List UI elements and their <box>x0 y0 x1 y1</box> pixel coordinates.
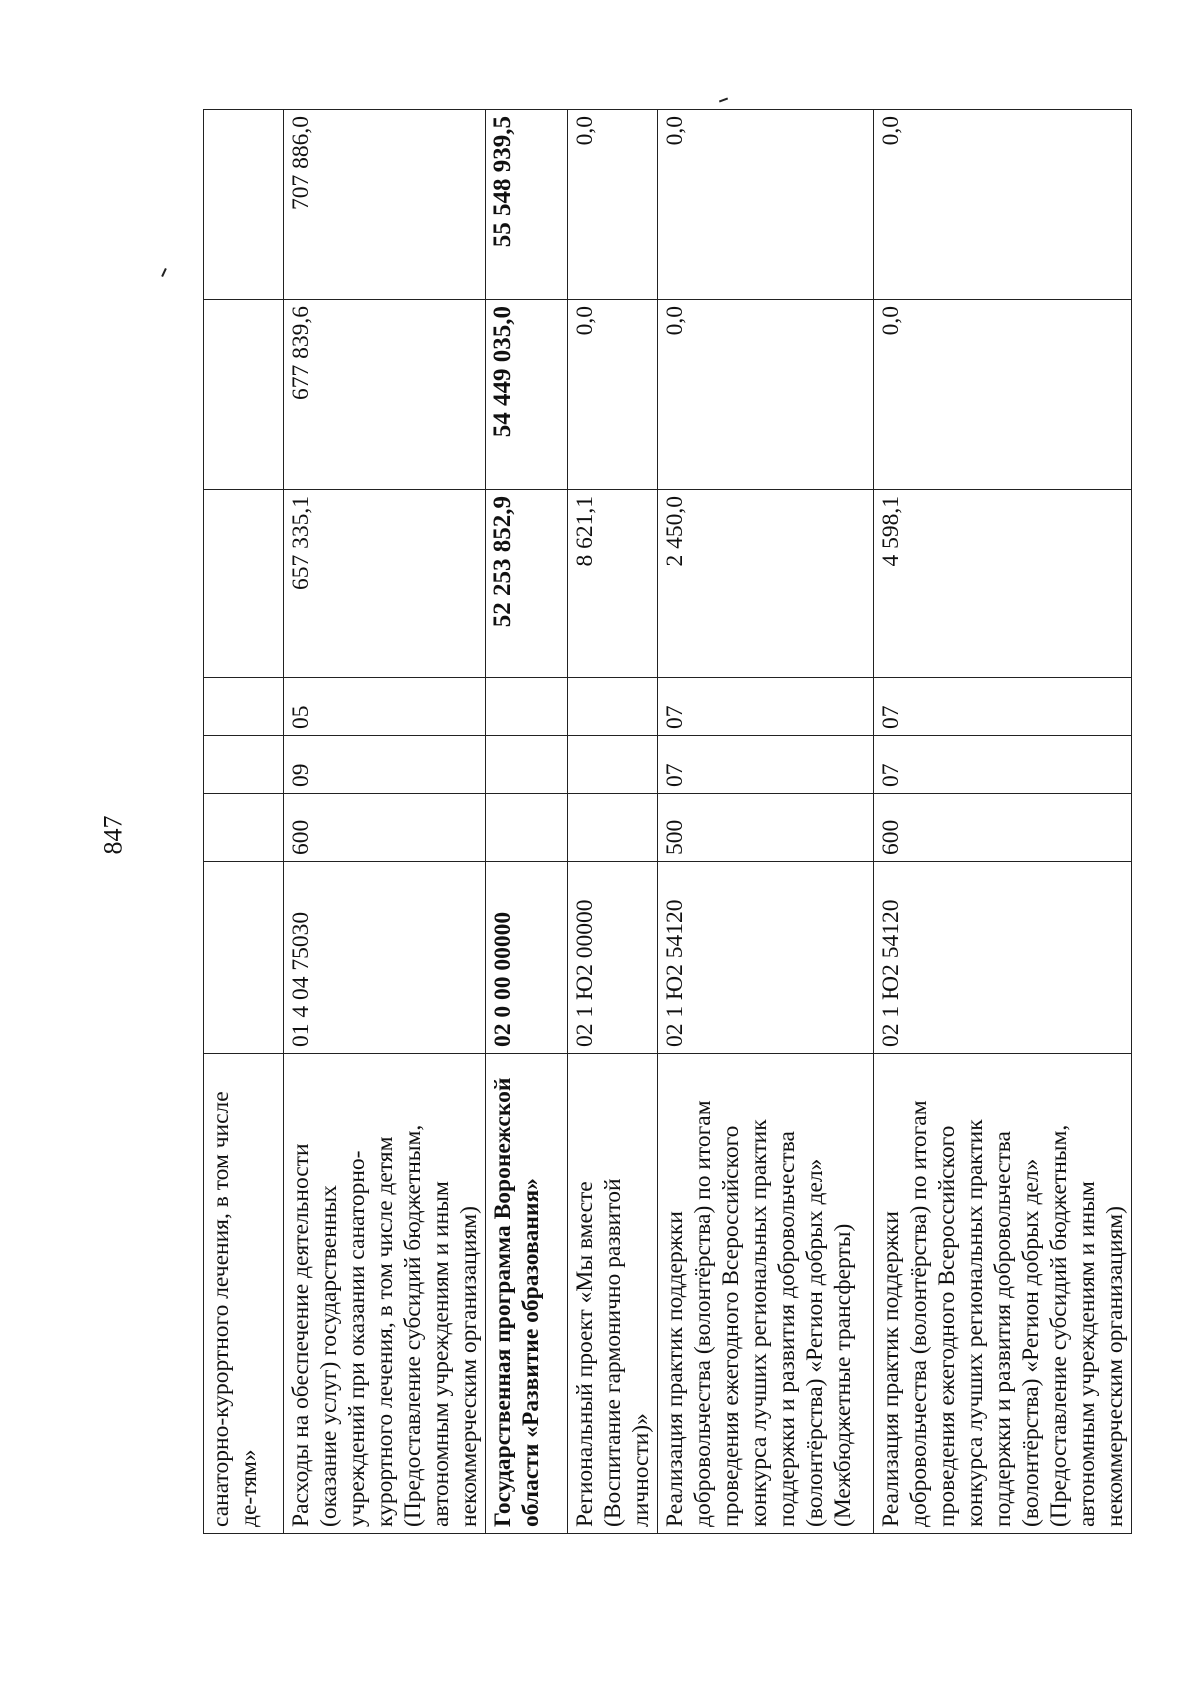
target-article-code-text: 02 1 Ю2 54120 <box>662 899 688 1047</box>
target-article-code <box>486 862 568 1054</box>
amount-year-1 <box>658 490 874 678</box>
expense-type-code <box>284 794 486 862</box>
target-article-code-text: 02 1 Ю2 00000 <box>572 899 598 1047</box>
amount-year-1 <box>204 490 284 678</box>
expense-type-code-text: 600 <box>878 819 904 855</box>
budget-table-frame <box>203 110 1128 1534</box>
amount-year-1 <box>284 490 486 678</box>
table-row <box>874 110 1132 1534</box>
amount-year-1 <box>874 490 1132 678</box>
subsection-code-text: 05 <box>288 705 314 729</box>
pen-mark <box>161 268 167 277</box>
target-article-code <box>658 862 874 1054</box>
section-code-text: 07 <box>662 763 688 787</box>
target-article-code <box>284 862 486 1054</box>
subsection-code <box>568 678 658 736</box>
expense-type-code-text: 600 <box>288 819 314 855</box>
row-name-cell-text: Государственная программа Воронежской области «Развитие образования» <box>490 1077 544 1527</box>
budget-table <box>203 109 1132 1534</box>
subsection-code-text: 07 <box>878 705 904 729</box>
row-name-cell <box>658 1054 874 1534</box>
amount-year-3-text: 0,0 <box>572 116 598 146</box>
target-article-code-text: 02 0 00 00000 <box>490 911 516 1047</box>
page-number: 847 <box>98 815 128 855</box>
amount-year-2-text: 0,0 <box>878 306 904 336</box>
target-article-code-text: 02 1 Ю2 54120 <box>878 899 904 1047</box>
target-article-code-text: 01 4 04 75030 <box>288 911 314 1047</box>
amount-year-2-text: 0,0 <box>662 306 688 336</box>
amount-year-2 <box>568 300 658 490</box>
amount-year-3 <box>284 110 486 300</box>
subsection-code <box>284 678 486 736</box>
amount-year-3 <box>204 110 284 300</box>
amount-year-1-text: 2 450,0 <box>662 496 688 567</box>
row-name-cell-text: Реализация практик поддержки добровольчества (волонтёрства) по итогам проведения ежегодного Всероссийского конкурса лучших региональных практик поддержки и развития добровольчества (волонтёрства) «Регион добрых дел» (Межбюджетные трансферты) <box>662 1100 856 1527</box>
amount-year-1 <box>486 490 568 678</box>
subsection-code <box>874 678 1132 736</box>
row-name-cell-text: санаторно-курортного лечения, в том числе де-тям» <box>208 1091 262 1527</box>
table-row <box>486 110 568 1534</box>
subsection-code <box>658 678 874 736</box>
row-name-cell-text: Расходы на обеспечение деятельности (оказание услуг) государственных учреждений при оказании санаторно-курортного лечения, в том числе детям (Предоставление субсидий бюджетным, автономным учреждениям и иным некоммерческим организациям) <box>288 1124 482 1527</box>
section-code <box>568 736 658 794</box>
subsection-code <box>486 678 568 736</box>
expense-type-code <box>486 794 568 862</box>
table-body <box>204 110 1132 1534</box>
expense-type-code-text: 500 <box>662 819 688 855</box>
expense-type-code <box>874 794 1132 862</box>
row-name-cell <box>874 1054 1132 1534</box>
amount-year-2 <box>204 300 284 490</box>
expense-type-code <box>204 794 284 862</box>
amount-year-3-text: 0,0 <box>662 116 688 146</box>
expense-type-code <box>658 794 874 862</box>
table-row <box>568 110 658 1534</box>
row-name-cell-text: Реализация практик поддержки добровольчества (волонтёрства) по итогам проведения ежегодного Всероссийского конкурса лучших региональных практик поддержки и развития добровольчества (волонтёрства) «Регион добрых дел» (Предоставление субсидий бюджетным, автономным учреждениям и иным некоммерческим организациям) <box>878 1100 1128 1527</box>
table-row <box>658 110 874 1534</box>
amount-year-1-text: 52 253 852,9 <box>489 496 516 628</box>
table-row <box>204 110 284 1534</box>
section-code <box>284 736 486 794</box>
budget-table-rotated <box>203 110 1128 1534</box>
amount-year-1-text: 4 598,1 <box>878 496 904 567</box>
target-article-code <box>568 862 658 1054</box>
amount-year-3 <box>568 110 658 300</box>
amount-year-2-text: 0,0 <box>572 306 598 336</box>
row-name-cell <box>486 1054 568 1534</box>
amount-year-2 <box>486 300 568 490</box>
target-article-code <box>204 862 284 1054</box>
subsection-code-text: 07 <box>662 705 688 729</box>
amount-year-1-text: 657 335,1 <box>288 496 314 590</box>
amount-year-2 <box>658 300 874 490</box>
section-code-text: 07 <box>878 763 904 787</box>
row-name-cell <box>284 1054 486 1534</box>
amount-year-3-text: 0,0 <box>878 116 904 146</box>
section-code <box>658 736 874 794</box>
amount-year-2-text: 677 839,6 <box>288 306 314 400</box>
amount-year-3 <box>874 110 1132 300</box>
amount-year-2 <box>284 300 486 490</box>
amount-year-1 <box>568 490 658 678</box>
section-code <box>486 736 568 794</box>
section-code <box>204 736 284 794</box>
subsection-code <box>204 678 284 736</box>
row-name-cell <box>568 1054 658 1534</box>
amount-year-2 <box>874 300 1132 490</box>
amount-year-3-text: 707 886,0 <box>288 116 314 210</box>
amount-year-2-text: 54 449 035,0 <box>489 306 516 438</box>
amount-year-1-text: 8 621,1 <box>572 496 598 567</box>
target-article-code <box>874 862 1132 1054</box>
row-name-cell-text: Региональный проект «Мы вместе (Воспитание гармонично развитой личности)» <box>572 1178 654 1527</box>
pen-mark <box>719 98 728 103</box>
amount-year-3 <box>486 110 568 300</box>
table-row <box>284 110 486 1534</box>
amount-year-3 <box>658 110 874 300</box>
expense-type-code <box>568 794 658 862</box>
row-name-cell <box>204 1054 284 1534</box>
section-code <box>874 736 1132 794</box>
section-code-text: 09 <box>288 763 314 787</box>
amount-year-3-text: 55 548 939,5 <box>489 116 516 248</box>
